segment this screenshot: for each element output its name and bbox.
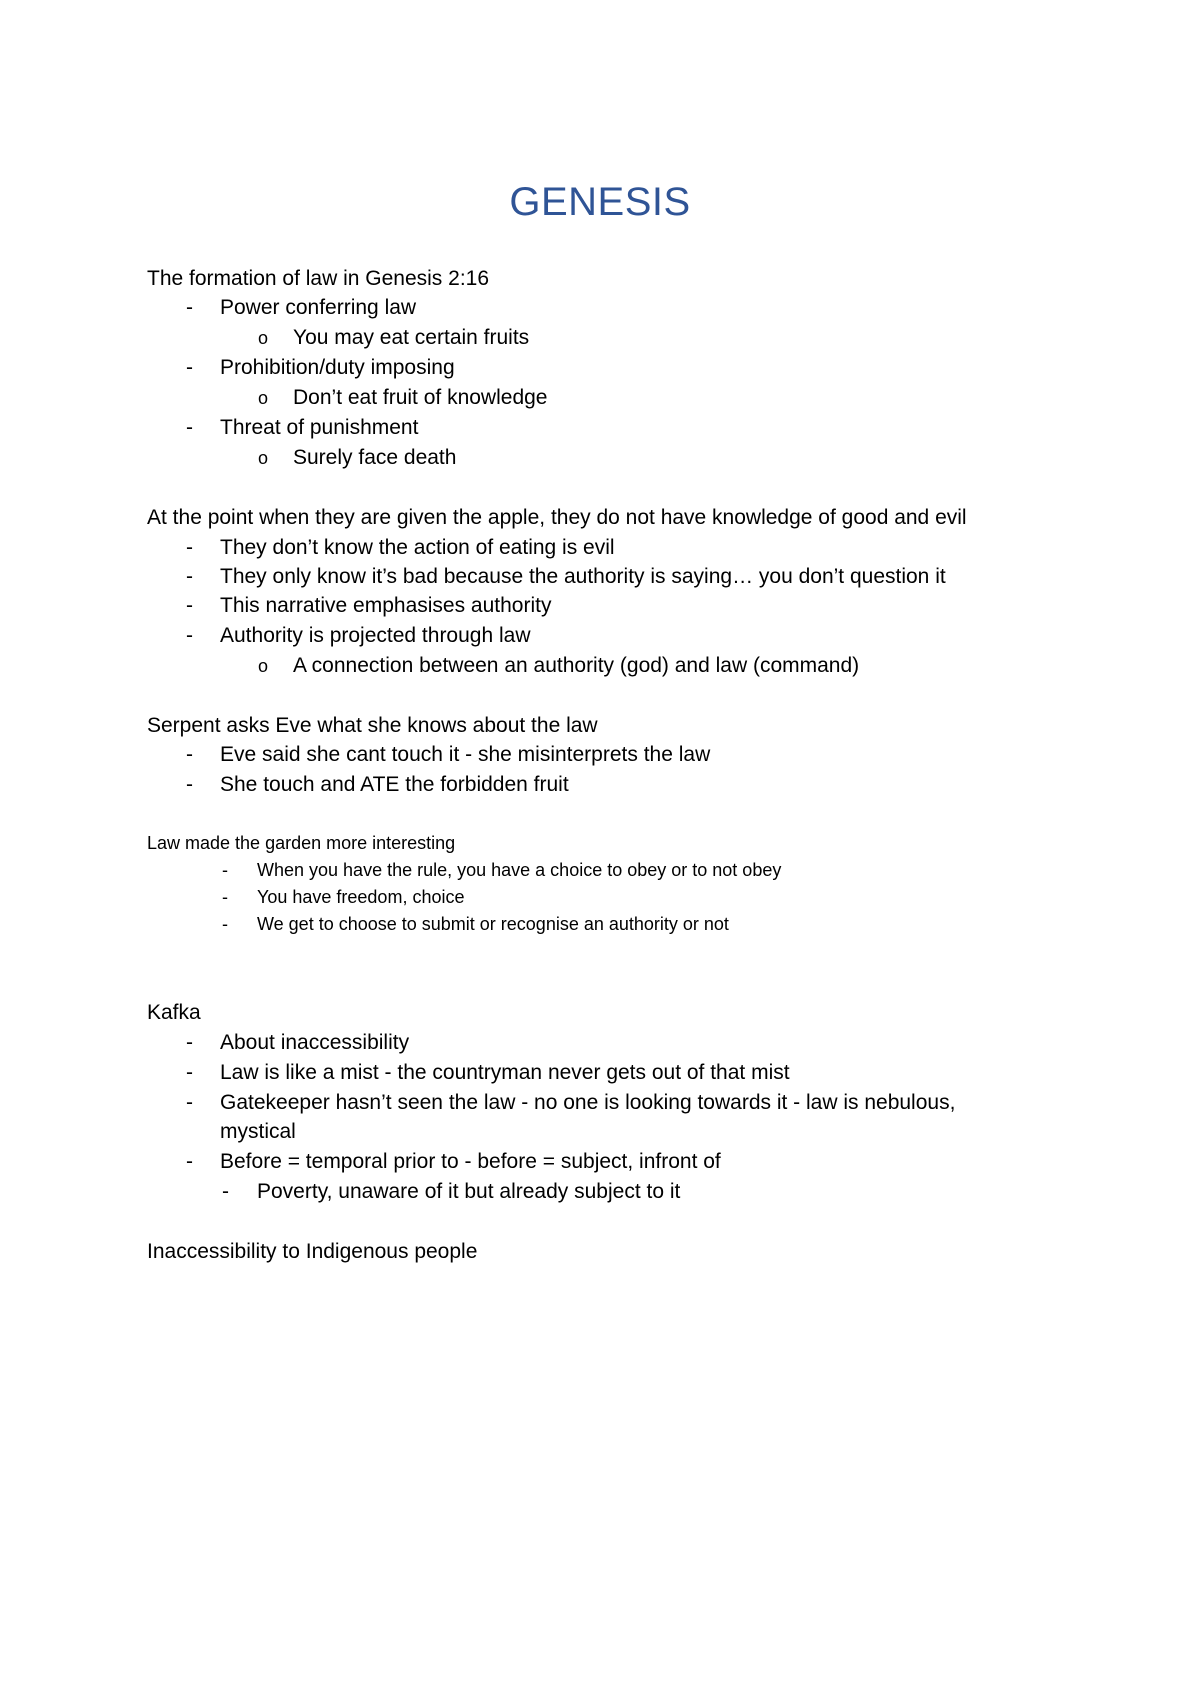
bullet-item: About inaccessibility [220, 1031, 410, 1054]
dash-bullet: - [186, 1150, 193, 1173]
bullet-item-continuation: mystical [220, 1120, 296, 1143]
dash-bullet: - [222, 1180, 229, 1203]
dash-bullet: - [186, 743, 193, 766]
dash-bullet: - [222, 914, 228, 934]
dash-bullet: - [186, 1091, 193, 1114]
sub-bullet-item: You may eat certain fruits [293, 326, 530, 349]
sub-bullet-item: A connection between an authority (god) and law (command) [293, 654, 860, 677]
sub-bullet-item: Poverty, unaware of it but already subject to it [257, 1180, 681, 1203]
bullet-item: We get to choose to submit or recognise an authority or not [257, 914, 729, 934]
dash-bullet: - [186, 356, 193, 379]
bullet-item: Eve said she cant touch it - she misinterprets the law [220, 743, 711, 766]
circle-bullet: o [258, 328, 269, 348]
bullet-item: Power conferring law [220, 296, 417, 319]
sub-bullet-item: Don’t eat fruit of knowledge [293, 386, 548, 409]
circle-bullet: o [258, 656, 269, 676]
page-title: GENESIS [509, 180, 691, 224]
section-heading: Serpent asks Eve what she knows about the law [147, 714, 598, 737]
circle-bullet: o [258, 388, 269, 408]
dash-bullet: - [186, 594, 193, 617]
dash-bullet: - [186, 565, 193, 588]
section-heading: Law made the garden more interesting [147, 833, 456, 853]
bullet-item: Before = temporal prior to - before = subject, infront of [220, 1150, 721, 1173]
bullet-item: She touch and ATE the forbidden fruit [220, 773, 569, 796]
bullet-item: When you have the rule, you have a choice to obey or to not obey [257, 860, 782, 880]
bullet-item: This narrative emphasises authority [220, 594, 552, 617]
sub-bullet-item: Surely face death [293, 446, 457, 469]
section-heading: Inaccessibility to Indigenous people [147, 1240, 478, 1263]
bullet-item: Gatekeeper hasn’t seen the law - no one is looking towards it - law is nebulous, [220, 1091, 956, 1114]
bullet-item: Law is like a mist - the countryman never gets out of that mist [220, 1061, 790, 1084]
section-heading: The formation of law in Genesis 2:16 [147, 267, 490, 290]
bullet-item: They only know it’s bad because the authority is saying… you don’t question it [220, 565, 946, 588]
dash-bullet: - [186, 1031, 193, 1054]
dash-bullet: - [186, 1061, 193, 1084]
dash-bullet: - [222, 860, 228, 880]
dash-bullet: - [186, 624, 193, 647]
bullet-item: Authority is projected through law [220, 624, 531, 647]
section-heading: At the point when they are given the apple, they do not have knowledge of good and evil [147, 506, 967, 529]
bullet-item: Prohibition/duty imposing [220, 356, 455, 379]
bullet-item: Threat of punishment [220, 416, 419, 439]
dash-bullet: - [186, 296, 193, 319]
circle-bullet: o [258, 448, 269, 468]
bullet-item: They don’t know the action of eating is evil [220, 536, 615, 559]
section-heading: Kafka [147, 1001, 201, 1024]
dash-bullet: - [186, 773, 193, 796]
dash-bullet: - [186, 416, 193, 439]
dash-bullet: - [222, 887, 228, 907]
dash-bullet: - [186, 536, 193, 559]
bullet-item: You have freedom, choice [257, 887, 465, 907]
